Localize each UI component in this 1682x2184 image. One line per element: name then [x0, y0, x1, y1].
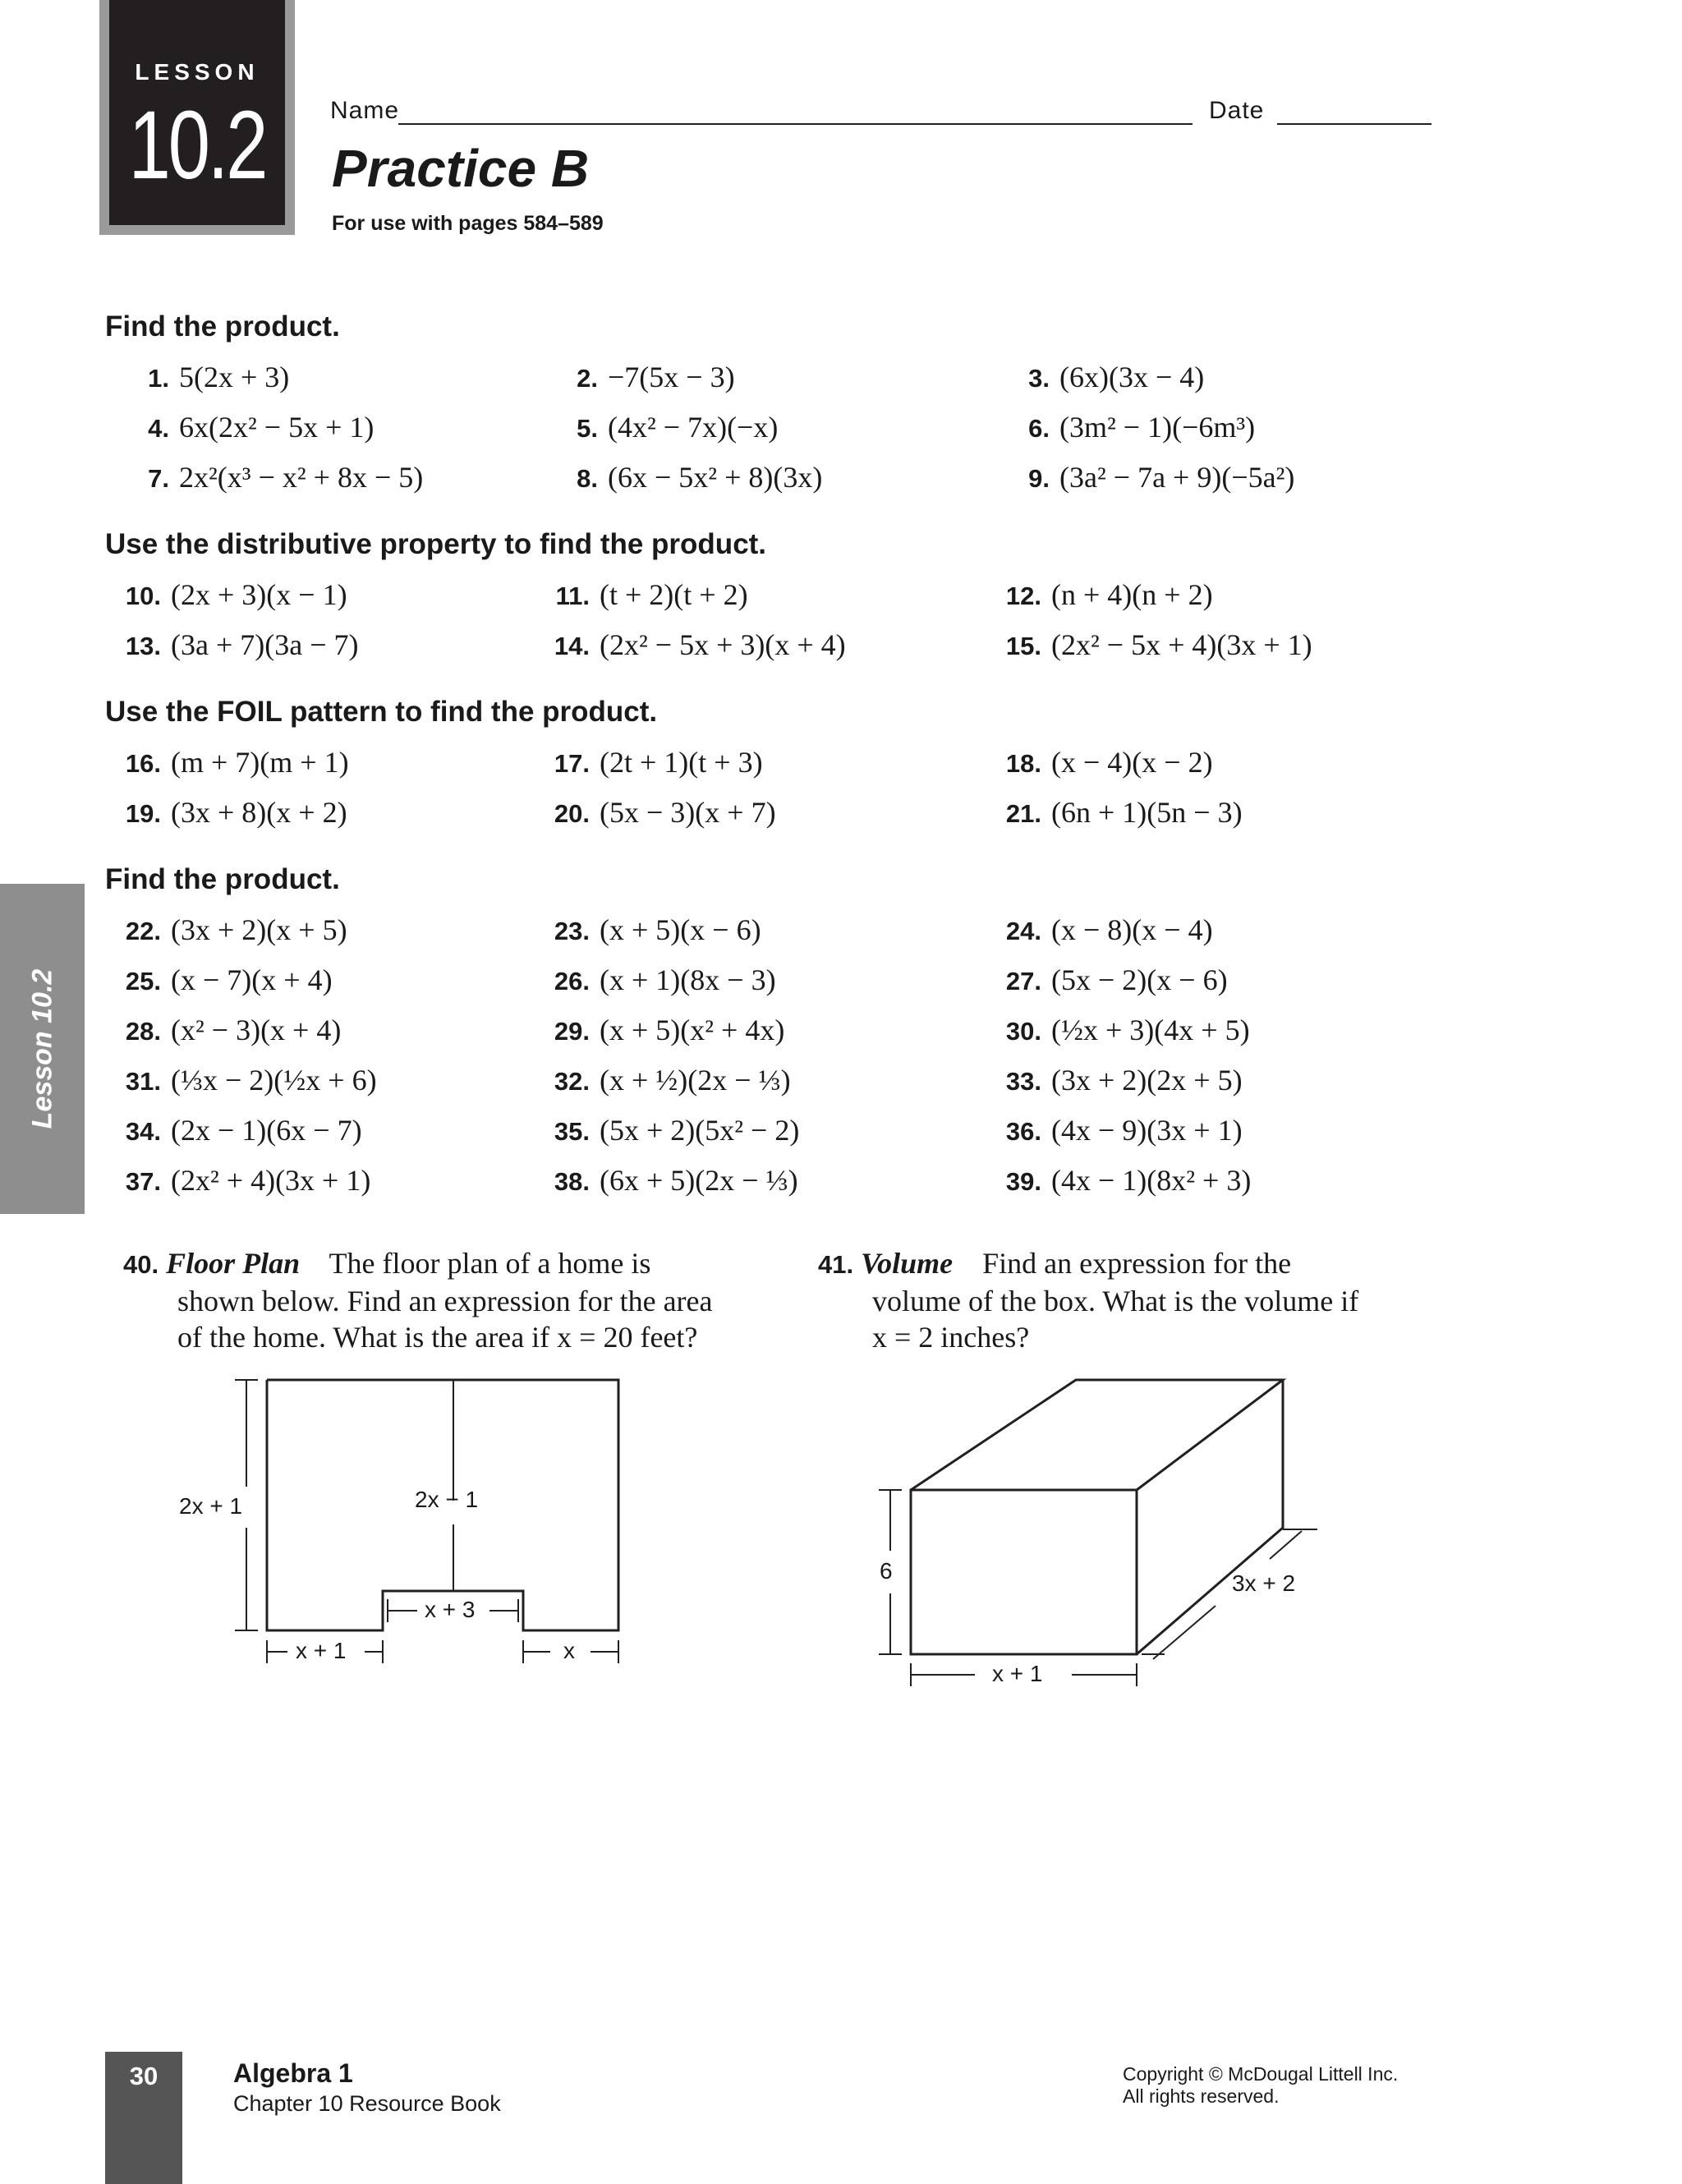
- footer-copyright: [1123, 2063, 1398, 2108]
- side-tab-label: Lesson 10.2: [26, 968, 57, 1129]
- problem-expression: (5x − 2)(x − 6): [1051, 963, 1228, 996]
- section-heading: Find the product.: [105, 310, 340, 343]
- name-label: Name: [330, 97, 400, 124]
- problem-expression: (3x + 8)(x + 2): [171, 796, 347, 829]
- problem-expression: (½x + 3)(4x + 5): [1051, 1014, 1250, 1046]
- problem-number: 2.: [577, 364, 598, 393]
- page-title: Practice B: [332, 139, 590, 198]
- section-heading: Use the FOIL pattern to find the product.: [105, 696, 658, 728]
- problem-number: 41.: [818, 1250, 854, 1279]
- problem-expression: 6x(2x² − 5x + 1): [179, 411, 375, 444]
- lesson-label: LESSON: [135, 59, 260, 85]
- problem-expression: (x + 1)(8x − 3): [600, 963, 776, 996]
- problem-number: 20.: [554, 799, 590, 828]
- page-number-box: [105, 2052, 182, 2184]
- floor-right-label: x: [563, 1638, 575, 1663]
- problem-number: 10.: [125, 582, 161, 610]
- footer-book-title: Algebra 1: [233, 2058, 353, 2088]
- problem-expression: (x − 4)(x − 2): [1051, 746, 1213, 779]
- problem-number: 27.: [1005, 967, 1041, 995]
- problem-number: 28.: [125, 1017, 161, 1046]
- page-number: 30: [129, 2062, 159, 2090]
- problem-number: 9.: [1028, 464, 1050, 493]
- page-subtitle: For use with pages 584–589: [332, 212, 604, 235]
- problem-text: Find an expression for the: [982, 1247, 1292, 1280]
- problem-expression: (2x² − 5x + 4)(3x + 1): [1051, 628, 1312, 661]
- problem-expression: (x + 5)(x − 6): [600, 913, 761, 946]
- date-label: Date: [1209, 97, 1265, 124]
- problem-expression: (2x² − 5x + 3)(x + 4): [600, 628, 846, 661]
- problem-expression: (2x² + 4)(3x + 1): [171, 1164, 371, 1197]
- problem-text: x = 2 inches?: [872, 1321, 1030, 1354]
- problem-expression: 2x²(x³ − x² + 8x − 5): [179, 461, 424, 494]
- problem-number: 3.: [1028, 364, 1050, 393]
- problem-topic: Volume: [861, 1247, 954, 1280]
- problem-text: shown below. Find an expression for the area: [177, 1285, 713, 1317]
- problem-number: 19.: [125, 799, 161, 828]
- box-diagram: [879, 1380, 1317, 1686]
- problem-topic: Floor Plan: [166, 1247, 301, 1280]
- problem-number: 17.: [554, 749, 590, 778]
- floor-notch-label: x + 3: [425, 1597, 476, 1622]
- problem-expression: (4x² − 7x)(−x): [608, 411, 779, 444]
- box-top-face: [911, 1380, 1283, 1490]
- problem-number: 13.: [125, 632, 161, 660]
- problem-expression: (2t + 1)(t + 3): [600, 746, 763, 779]
- problem-expression: (6n + 1)(5n − 3): [1051, 796, 1243, 829]
- problem-expression: (5x + 2)(5x² − 2): [600, 1114, 800, 1147]
- box-front-face: [911, 1490, 1137, 1654]
- problem-expression: (3x + 2)(2x + 5): [1051, 1064, 1243, 1097]
- problem-expression: (⅓x − 2)(½x + 6): [171, 1064, 377, 1097]
- problem-number: 16.: [125, 749, 161, 778]
- problem-number: 6.: [1028, 414, 1050, 443]
- problem-expression: (5x − 3)(x + 7): [600, 796, 776, 829]
- problem-number: 1.: [148, 364, 169, 393]
- problem-number: 36.: [1005, 1117, 1041, 1146]
- problem-number: 8.: [577, 464, 598, 493]
- problem-text: The floor plan of a home is: [329, 1247, 651, 1280]
- problem-number: 5.: [577, 414, 598, 443]
- problem-number: 35.: [554, 1117, 590, 1146]
- problem-expression: (6x)(3x − 4): [1059, 361, 1205, 393]
- problem-number: 18.: [1005, 749, 1041, 778]
- problem-expression: (x + 5)(x² + 4x): [600, 1014, 785, 1046]
- problem-number: 7.: [148, 464, 169, 493]
- problem-number: 31.: [125, 1067, 161, 1096]
- problem-text: volume of the box. What is the volume if: [872, 1285, 1359, 1317]
- problem-number: 26.: [554, 967, 590, 995]
- problem-expression: (2x + 3)(x − 1): [171, 578, 347, 611]
- problem-expression: (n + 4)(n + 2): [1051, 578, 1213, 611]
- problem-number: 12.: [1005, 582, 1041, 610]
- problem-number: 21.: [1005, 799, 1041, 828]
- problem-expression: (x² − 3)(x + 4): [171, 1014, 342, 1046]
- problem-expression: (x − 8)(x − 4): [1051, 913, 1213, 946]
- problem-expression: (4x − 9)(3x + 1): [1051, 1114, 1243, 1147]
- problem-number: 4.: [148, 414, 169, 443]
- problem-number: 29.: [554, 1017, 590, 1046]
- problem-number: 14.: [554, 632, 590, 660]
- box-height-label: 6: [880, 1558, 893, 1584]
- problem-expression: (3m² − 1)(−6m³): [1059, 411, 1256, 444]
- problem-expression: (3a + 7)(3a − 7): [171, 628, 359, 661]
- floor-height-label: 2x + 1: [179, 1493, 243, 1519]
- lesson-number: 10.2: [128, 91, 266, 200]
- problem-number: 40.: [123, 1250, 159, 1279]
- problem-number: 33.: [1005, 1067, 1041, 1096]
- problem-expression: (m + 7)(m + 1): [171, 746, 349, 779]
- problem-number: 24.: [1005, 917, 1041, 945]
- copyright-line: All rights reserved.: [1123, 2085, 1280, 2107]
- problem-number: 32.: [554, 1067, 590, 1096]
- box-side-face: [1137, 1380, 1283, 1654]
- problem-expression: (3x + 2)(x + 5): [171, 913, 347, 946]
- problem-text: of the home. What is the area if x = 20 feet?: [177, 1321, 698, 1354]
- problem-expression: (6x − 5x² + 8)(3x): [608, 461, 823, 494]
- problem-expression: 5(2x + 3): [179, 361, 290, 393]
- problem-number: 39.: [1005, 1167, 1041, 1196]
- floor-inner-label: 2x − 1: [415, 1487, 479, 1512]
- problem-number: 11.: [555, 582, 590, 610]
- box-width-label: x + 1: [992, 1661, 1043, 1686]
- problem-expression: (6x + 5)(2x − ⅓): [600, 1164, 798, 1197]
- problem-expression: (2x − 1)(6x − 7): [171, 1114, 362, 1147]
- problem-number: 15.: [1005, 632, 1041, 660]
- problem-number: 23.: [554, 917, 590, 945]
- problem-expression: (x + ½)(2x − ⅓): [600, 1064, 791, 1097]
- section-heading: Find the product.: [105, 863, 340, 895]
- problem-expression: −7(5x − 3): [608, 361, 735, 393]
- box-depth-label: 3x + 2: [1232, 1570, 1296, 1596]
- problem-number: 34.: [125, 1117, 161, 1146]
- problem-number: 37.: [125, 1167, 161, 1196]
- copyright-line: Copyright © McDougal Littell Inc.: [1123, 2063, 1399, 2085]
- floor-left-label: x + 1: [296, 1638, 347, 1663]
- problem-number: 22.: [125, 917, 161, 945]
- problem-number: 25.: [125, 967, 161, 995]
- problem-number: 38.: [554, 1167, 590, 1196]
- problem-expression: (t + 2)(t + 2): [600, 578, 748, 611]
- problem-expression: (x − 7)(x + 4): [171, 963, 333, 996]
- section-heading: Use the distributive property to find the product.: [105, 528, 767, 560]
- footer-book-subtitle: Chapter 10 Resource Book: [233, 2091, 501, 2116]
- problem-expression: (4x − 1)(8x² + 3): [1051, 1164, 1252, 1197]
- problem-number: 30.: [1005, 1017, 1041, 1046]
- problem-expression: (3a² − 7a + 9)(−5a²): [1059, 461, 1295, 494]
